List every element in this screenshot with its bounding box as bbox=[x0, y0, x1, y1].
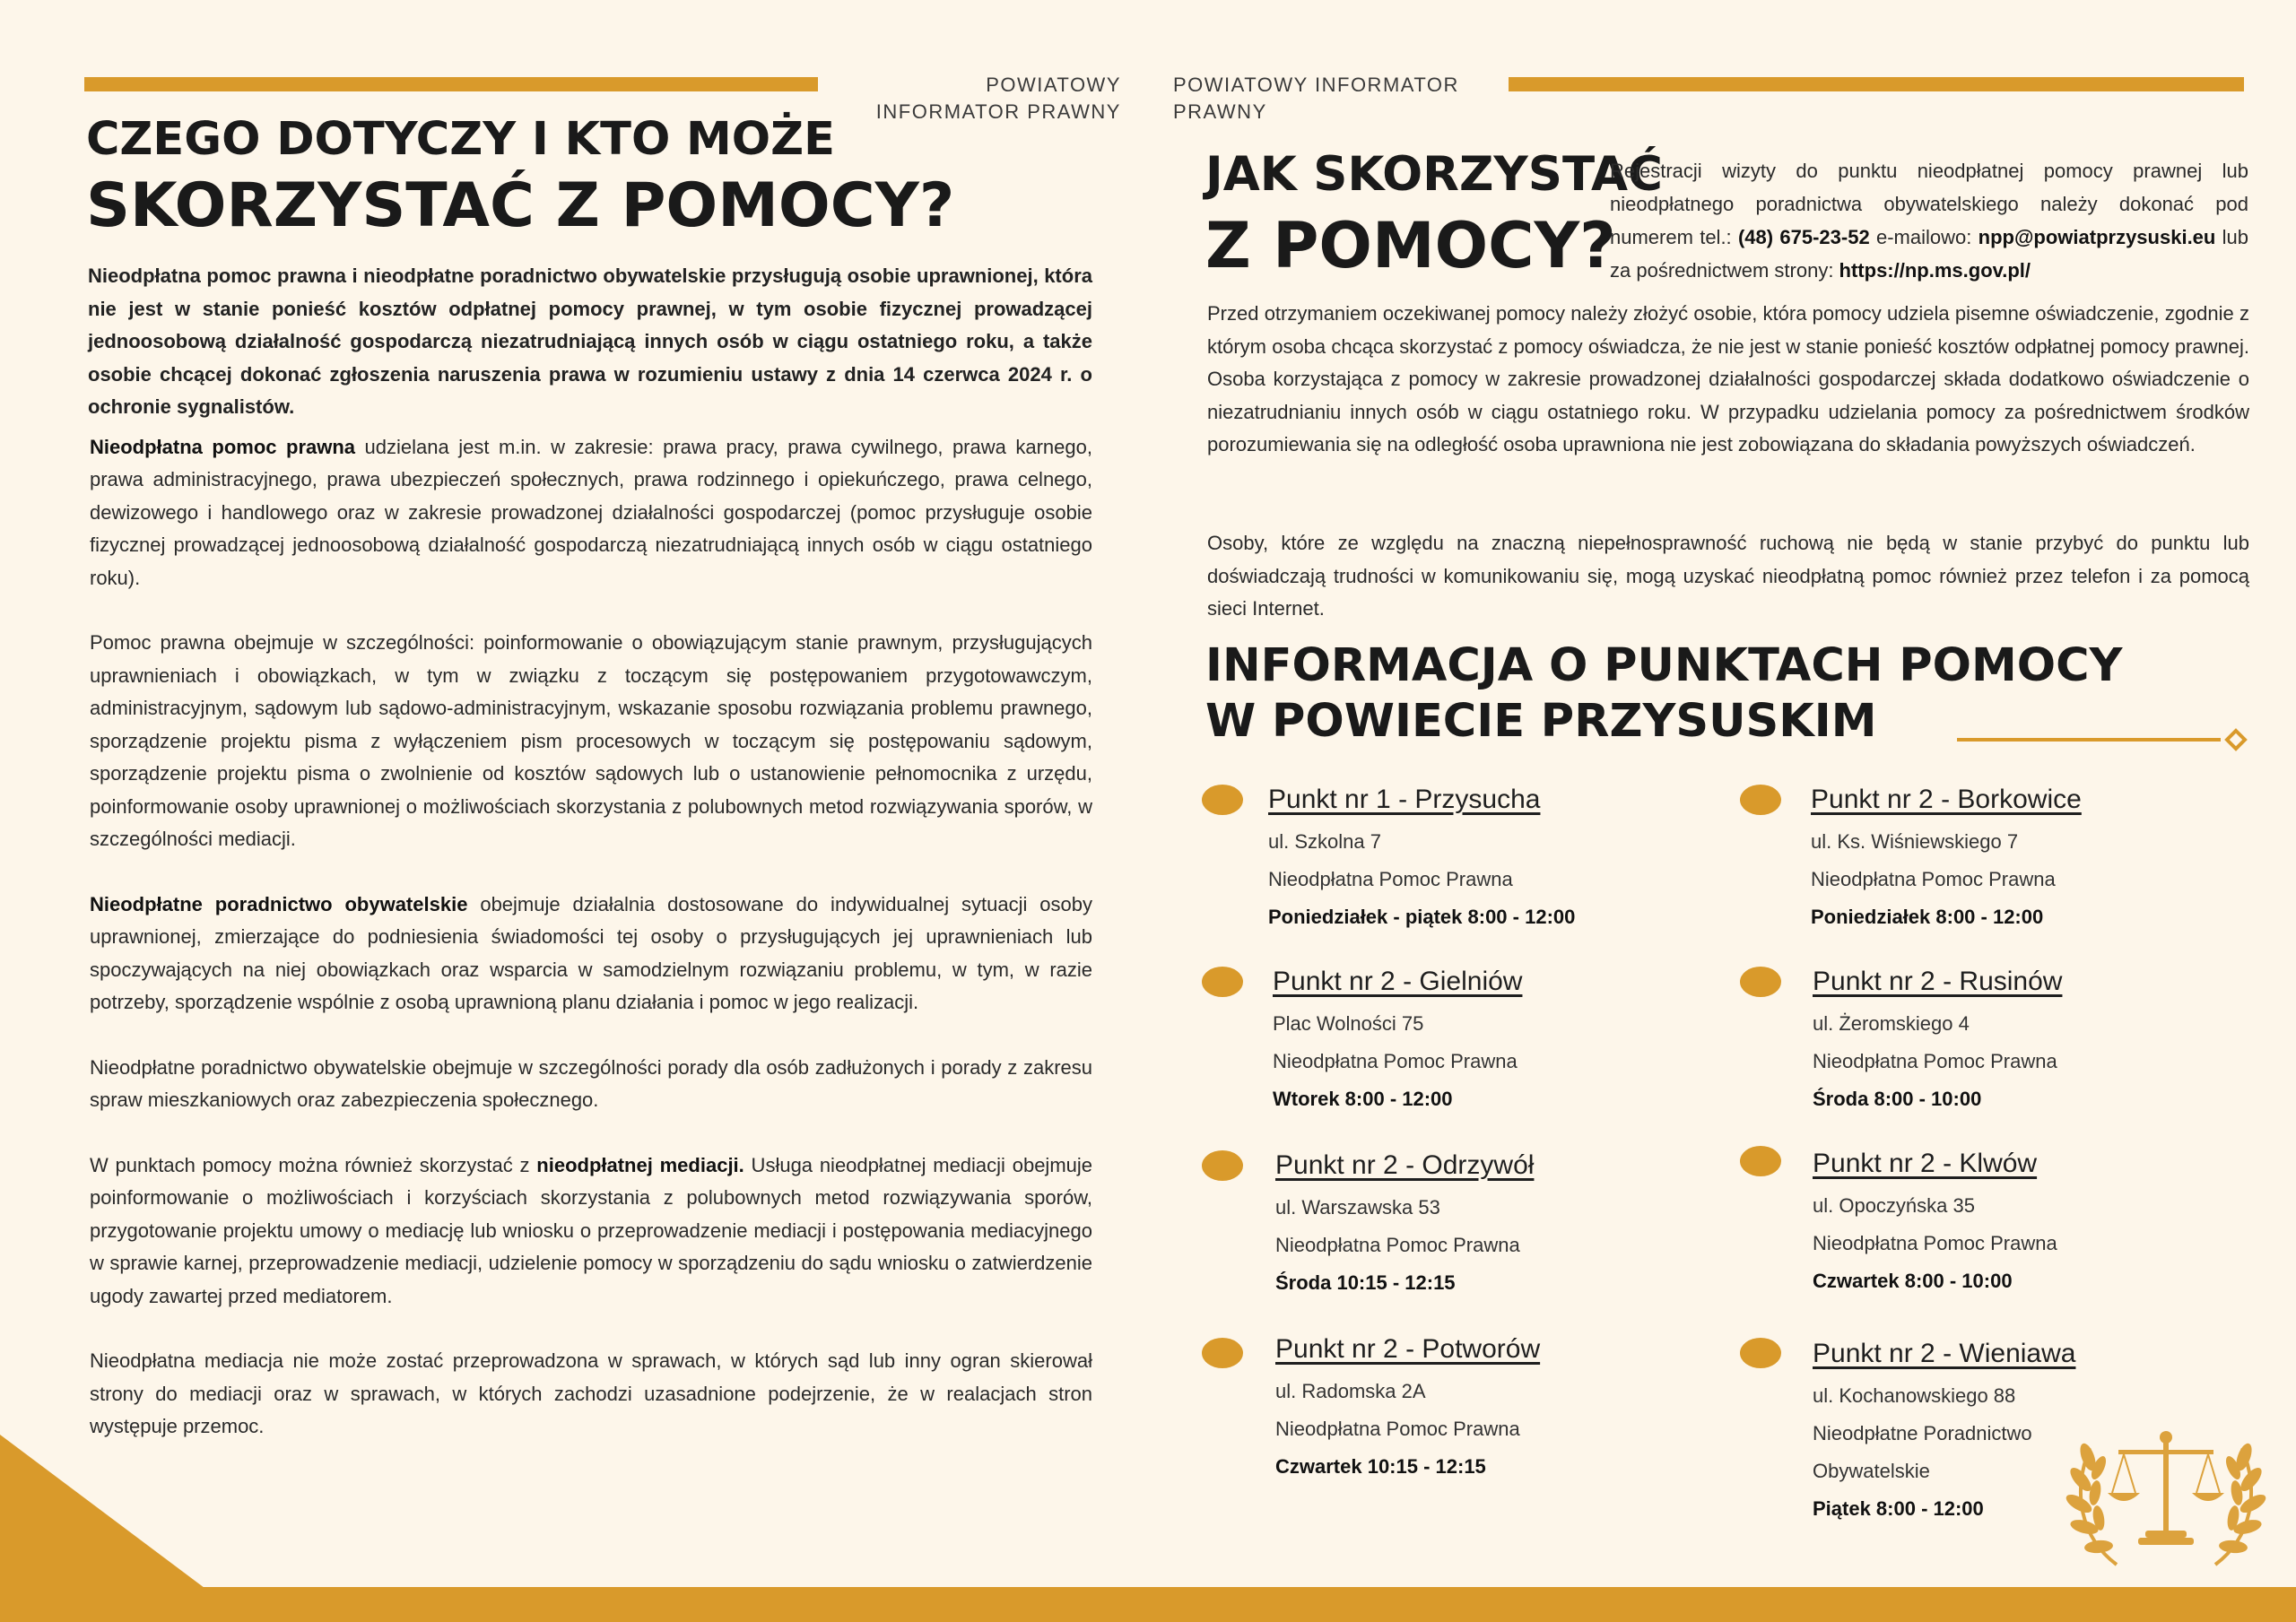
point-3 bbox=[1273, 966, 1721, 1118]
paragraph-mediacja-pre: W punktach pomocy można również skorzystać z bbox=[90, 1153, 537, 1176]
scales-of-justice-laurel-icon bbox=[2063, 1403, 2269, 1583]
point-5-hours: Środa 10:15 - 12:15 bbox=[1275, 1271, 1456, 1294]
registration-email[interactable]: npp@powiatprzysuski.eu bbox=[1978, 226, 2216, 248]
right-title-line2: Z POMOCY? bbox=[1205, 209, 1616, 282]
point-8-type: Nieodpłatne Poradnictwo bbox=[1813, 1422, 2032, 1444]
point-6 bbox=[1813, 1148, 2234, 1300]
point-2-type: Nieodpłatna Pomoc Prawna bbox=[1811, 868, 2056, 890]
remote-help-paragraph: Osoby, które ze względu na znaczną niepełnosprawność ruchową nie będą w stanie przybyć do punktu lub doświadczają trudności w komunikowaniu się, mogą uzyskać nieodpłatną pomoc również przez telefon i za pomocą sieci Internet. bbox=[1207, 532, 2249, 620]
point-6-address: ul. Opoczyńska 35 bbox=[1813, 1194, 1975, 1217]
intro-paragraph: Nieodpłatna pomoc prawna i nieodpłatne poradnictwo obywatelskie przysługują osobie uprawnionej, która nie jest w stanie ponieść kosztów odpłatnej pomocy prawnej, w tym osobie fizycznej prowadzącej jednoosobową działalność gospodarczą niezatrudniającą innych osób w ciągu ostatniego roku, a także osobie chcącej dokonać zgłoszenia naruszenia prawa w rozumieniu ustawy z dnia 14 czerwca 2024 r. o ochronie sygnalistów. bbox=[88, 265, 1092, 418]
paragraph-zakres-pomocy: Pomoc prawna obejmuje w szczególności: poinformowanie o obowiązującym stanie prawnym, przysługujących uprawnieniach i obowiązkach, w tym w związku z toczącym się postępowaniem przygotowawczym, administracyjnym, sądowym lub sądowo-administracyjnym, wskazanie sposobu rozwiązania problemu prawnego, sporządzenie projektu pisma z wyłączeniem pism procesowych w toczącym się postępowaniu sądowym, sporządzenie projektu pisma o zwolnienie od kosztów sądowych lub o ustanowienie pełnomocnika z urzędu, poinformowanie osoby uprawnionej o możliwościach skorzystania z polubownych metod rozwiązywania sporów, w szczególności mediacji. bbox=[90, 631, 1092, 850]
point-6-marker bbox=[1740, 1146, 1781, 1176]
point-6-title: Punkt nr 2 - Klwów bbox=[1813, 1149, 2038, 1178]
left-title-line2: SKORZYSTAĆ Z POMOCY? bbox=[86, 170, 955, 241]
bottom-accent-bar bbox=[0, 1587, 2296, 1622]
point-3-type: Nieodpłatna Pomoc Prawna bbox=[1273, 1050, 1518, 1072]
point-2 bbox=[1811, 784, 2232, 936]
info-heading-line1: INFORMACJA O PUNKTACH POMOCY bbox=[1205, 639, 2123, 692]
point-5-title: Punkt nr 2 - Odrzywół bbox=[1275, 1150, 1535, 1180]
point-1-marker bbox=[1202, 785, 1243, 815]
point-3-marker bbox=[1202, 967, 1243, 997]
point-7-address: ul. Radomska 2A bbox=[1275, 1380, 1426, 1402]
paragraph-mediacja-text: Usługa nieodpłatnej mediacji obejmuje poinformowanie o możliwościach i korzyściach skorzystania z polubownych metod rozwiązywania sporów, przygotowanie projektu umowy o mediację lub wniosku o przeprowadzenie mediacji i postępowania mediacyjnego w sprawie karnej, przeprowadzenie mediacji, udzielenie pomocy w sporządzeniu do sądu wniosku o zatwierdzenie ugody zawartej przed mediatorem. bbox=[90, 1153, 1092, 1307]
paragraph-poradnictwo-bold: Nieodpłatne poradnictwo obywatelskie bbox=[90, 892, 468, 915]
left-header-bar bbox=[84, 77, 818, 91]
point-3-address: Plac Wolności 75 bbox=[1273, 1012, 1424, 1035]
left-body bbox=[88, 260, 1092, 1444]
point-7 bbox=[1275, 1333, 1724, 1486]
left-header-tag: POWIATOWY INFORMATOR PRAWNY bbox=[875, 74, 1121, 123]
point-4-type: Nieodpłatna Pomoc Prawna bbox=[1813, 1050, 2057, 1072]
paragraph-pomoc-prawna-text: udzielana jest m.in. w zakresie: prawa pracy, prawa cywilnego, prawa karnego, prawa administracyjnego, prawa ubezpieczeń społecznych, prawa rodzinnego i opiekuńczego, prawa celnego, dewizowego i handlowego oraz w zakresie prowadzonej działalności gospodarczej (pomoc przysługuje osobie fizycznej prowadzącej jednoosobową działalność gospodarczą niezatrudniającą innych osób w ciągu ostatniego roku). bbox=[90, 435, 1092, 589]
registration-url-label: lub za pośrednictwem strony: bbox=[1610, 226, 2249, 282]
point-6-hours: Czwartek 8:00 - 10:00 bbox=[1813, 1270, 2013, 1292]
point-2-address: ul. Ks. Wiśniewskiego 7 bbox=[1811, 830, 2019, 853]
paragraph-mediacja bbox=[90, 1149, 1092, 1314]
registration-url[interactable]: https://np.ms.gov.pl/ bbox=[1839, 259, 2031, 282]
point-3-hours: Wtorek 8:00 - 12:00 bbox=[1273, 1088, 1453, 1110]
point-8-type-cont: Obywatelskie bbox=[1813, 1460, 1930, 1482]
point-2-marker bbox=[1740, 785, 1781, 815]
point-6-type: Nieodpłatna Pomoc Prawna bbox=[1813, 1232, 2057, 1254]
point-3-title: Punkt nr 2 - Gielniów bbox=[1273, 967, 1523, 996]
point-8-marker bbox=[1740, 1338, 1781, 1368]
point-4-hours: Środa 8:00 - 10:00 bbox=[1813, 1088, 1982, 1110]
point-1-hours: Poniedziałek - piątek 8:00 - 12:00 bbox=[1268, 906, 1576, 928]
point-5-marker bbox=[1202, 1150, 1243, 1181]
point-7-marker bbox=[1202, 1338, 1243, 1368]
right-title-line1: JAK SKORZYSTAĆ bbox=[1205, 147, 1663, 202]
point-5-address: ul. Warszawska 53 bbox=[1275, 1196, 1440, 1219]
left-title-line1: CZEGO DOTYCZY I KTO MOŻE bbox=[86, 113, 835, 166]
point-8-address: ul. Kochanowskiego 88 bbox=[1813, 1384, 2016, 1407]
point-2-hours: Poniedziałek 8:00 - 12:00 bbox=[1811, 906, 2044, 928]
point-4 bbox=[1813, 966, 2234, 1118]
registration-email-label: e-mailowo: bbox=[1869, 226, 1979, 248]
point-2-title: Punkt nr 2 - Borkowice bbox=[1811, 785, 2082, 814]
paragraph-pomoc-prawna bbox=[90, 431, 1092, 595]
right-header-tag: POWIATOWY INFORMATOR PRAWNY bbox=[1173, 74, 1459, 123]
point-1 bbox=[1268, 784, 1717, 936]
point-8-hours: Piątek 8:00 - 12:00 bbox=[1813, 1497, 1984, 1520]
point-5 bbox=[1275, 1149, 1724, 1302]
point-7-title: Punkt nr 2 - Potworów bbox=[1275, 1334, 1541, 1364]
point-4-address: ul. Żeromskiego 4 bbox=[1813, 1012, 1970, 1035]
paragraph-zadluzeni: Nieodpłatne poradnictwo obywatelskie obejmuje w szczególności porady dla osób zadłużonych i porady z zakresu spraw mieszkaniowych oraz zabezpieczenia społecznego. bbox=[90, 1055, 1092, 1111]
diamond-divider-icon bbox=[1955, 726, 2251, 753]
right-header-bar bbox=[1509, 77, 2244, 91]
point-8-title: Punkt nr 2 - Wieniawa bbox=[1813, 1339, 2076, 1368]
registration-text: Rejestracji wizyty do punktu nieodpłatnej pomocy prawnej lub nieodpłatnego poradnictwa obywatelskiego należy dokonać pod numerem tel.: bbox=[1610, 160, 2248, 248]
registration-info bbox=[1610, 154, 2248, 287]
info-heading-line2: W POWIECIE PRZYSUSKIM bbox=[1205, 695, 1877, 748]
corner-triangle bbox=[0, 1435, 215, 1596]
point-1-type: Nieodpłatna Pomoc Prawna bbox=[1268, 868, 1513, 890]
point-4-title: Punkt nr 2 - Rusinów bbox=[1813, 967, 2063, 996]
registration-phone[interactable]: (48) 675-23-52 bbox=[1737, 226, 1870, 248]
point-7-hours: Czwartek 10:15 - 12:15 bbox=[1275, 1455, 1486, 1478]
paragraph-poradnictwo bbox=[90, 889, 1092, 1019]
declaration-paragraph: Przed otrzymaniem oczekiwanej pomocy należy złożyć osobie, która pomocy udziela pisemne oświadczenie, zgodnie z którym osoba chcąca skorzystać z pomocy oświadcza, że nie jest w stanie ponieść kosztów odpłatnej pomocy prawnej. Osoba korzystająca z pomocy w zakresie prowadzonej działalności gospodarczej składa dodatkowo oświadczenie o niezatrudnianiu innych osób w ciągu ostatniego roku. W przypadku udzielania pomocy za pośrednictwem środków porozumiewania się na odległość osoba uprawniona nie jest zobowiązana do składania powyższych oświadczeń. bbox=[1207, 302, 2249, 455]
point-1-title: Punkt nr 1 - Przysucha bbox=[1268, 785, 1541, 814]
point-4-marker bbox=[1740, 967, 1781, 997]
point-7-type: Nieodpłatna Pomoc Prawna bbox=[1275, 1418, 1520, 1440]
paragraph-pomoc-prawna-bold: Nieodpłatna pomoc prawna bbox=[90, 435, 356, 458]
paragraph-mediacja-bold: nieodpłatnej mediacji. bbox=[536, 1153, 744, 1176]
point-5-type: Nieodpłatna Pomoc Prawna bbox=[1275, 1234, 1520, 1256]
paragraph-poradnictwo-text: obejmuje działalnia dostosowane do indywidualnej sytuacji osoby uprawnionej, zmierzające do podniesienia świadomości tej osoby o przysługujących jej uprawnieniach lub spoczywających na niej obowiązkach oraz wsparcia w samodzielnym rozwiązaniu problemu, w tym, w razie potrzeby, sporządzenie wspólnie z osobą uprawnioną planu działania i pomoc w jego realizacji. bbox=[90, 892, 1093, 1013]
point-1-address: ul. Szkolna 7 bbox=[1268, 830, 1381, 853]
paragraph-mediacja-wylaczenia: Nieodpłatna mediacja nie może zostać przeprowadzona w sprawach, w których sąd lub inny ogran skierował strony do mediacji oraz w sprawach, w których zachodzi uzasadnione podejrzenie, że w realacjach stron występuje przemoc. bbox=[90, 1349, 1092, 1437]
